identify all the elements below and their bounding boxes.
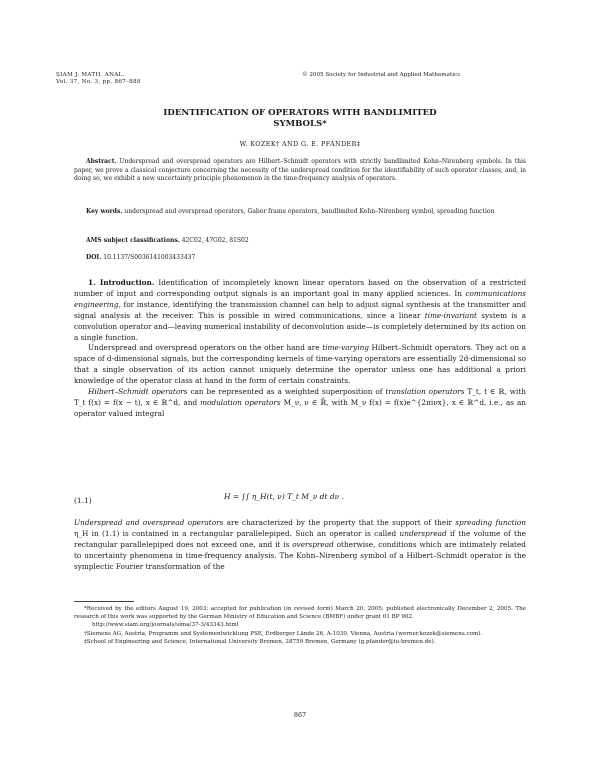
footnote-received: *Received by the editors August 19, 2003; accepted for publication (in revised form) March 20, 2005; published electronically December 2, 2005. The research of this work was supported by the German Ministry of Education and Science (BMBF) under grant 01 BP 902. <box>74 606 526 621</box>
abstract-label: Abstract. <box>86 158 117 165</box>
ams-text: 42C02, 47G02, 81S02 <box>181 237 249 244</box>
title-line-2: SYMBOLS* <box>273 119 327 129</box>
footnote-url[interactable]: http://www.siam.org/journals/sima/37-3/43343.html <box>92 622 239 629</box>
keywords-text: underspread and overspread operators, Gabor frame operators, bandlimited Kohn–Nirenberg symbol, spreading function <box>124 208 495 215</box>
footnote-kozek: †Siemens AG, Austria, Programm und Systementwicklung PSE, Erdberger Lände 26, A-1030, Vienna, Austria (werner.kozek@siemens.com). <box>84 630 483 637</box>
footnote-rule <box>74 601 134 602</box>
footnote-pfander: ‡School of Engineering and Science, International University Bremen, 28759 Bremen, Germany (g.pfander@iu-bremen.de). <box>84 638 436 645</box>
introduction-section <box>74 278 526 420</box>
keywords <box>74 208 526 217</box>
journal-info <box>56 72 141 86</box>
equation-number: (1.1) <box>74 496 92 505</box>
intro-paragraph-1: 1. Introduction. Identification of incompletely known linear operators based on the observation of a restricted number of input and corresponding output signals is an important goal in many applied sciences. In communications engineering, for instance, identifying the transmission channel can help to adjust signal synthesis at the transmitter and signal analysis at the receiver. This is possible in wired communications, since a linear time-invariant system is a convolution operator and—leaving numerical instability of deconvolution aside—is completely determined by its action on a single function. <box>74 278 527 342</box>
ams-classification <box>74 237 526 246</box>
doi <box>74 254 526 263</box>
abstract-text: Underspread and overspread operators are Hilbert–Schmidt operators with strictly bandlimited Kohn–Nirenberg symbols. In this paper, we prove a classical conjecture concerning the necessity of the underspread condition for the identifiability of such operator classes, and, in doing so, we exhibit a new uncertainty principle phenomenon in the time-frequency analysis of operators. <box>74 158 526 182</box>
section-heading: 1. Introduction. <box>88 278 155 287</box>
abstract <box>74 158 526 184</box>
doi-label: DOI. <box>86 254 102 261</box>
equation-formula: H = ∫∫ η_H(t, ν) T_t M_ν dt dν . <box>224 492 345 501</box>
footnotes <box>74 605 526 646</box>
keywords-label: Key words. <box>86 208 123 215</box>
journal-volume: Vol. 37, No. 3, pp. 867–888 <box>56 79 141 85</box>
journal-name: SIAM J. MATH. ANAL. <box>56 72 125 78</box>
intro-paragraph-3: Hilbert–Schmidt operators can be represented as a weighted superposition of translation operators T_t, t ∈ ℝ, with T_t f(x) = f(x − t), x ∈ ℝ^d, and modulation operators M_ν, ν ∈ ℝ̂, with M_ν f(x) = f(x)e^{2πiνx}, x ∈ ℝ^d, i.e., as an operator valued integral <box>74 387 527 418</box>
page-number: 867 <box>293 711 307 719</box>
paper-title <box>100 108 500 130</box>
intro-paragraph-4-block <box>74 518 526 573</box>
title-line-1: IDENTIFICATION OF OPERATORS WITH BANDLIMITED <box>163 108 437 118</box>
intro-paragraph-2: Underspread and overspread operators on the other hand are time-varying Hilbert–Schmidt operators. They act on a space of d-dimensional signals, but the corresponding kernels of time-varying operators are essentially 2d-dimensional so that a single observation of its action cannot uniquely determine the operator unless one has additional a priori knowledge of the operator class at hand in the form of certain constraints. <box>74 343 527 386</box>
equation-1-1 <box>74 492 526 510</box>
intro-paragraph-4: Underspread and overspread operators are characterized by the property that the support of their spreading function η_H in (1.1) is contained in a rectangular parallelepiped. Such an operator is called underspread if the volume of the rectangular parallelepiped does not exceed one, and it is overspread otherwise, conditions which are intimately related to uncertainty phenomena in time-frequency analysis. The Kohn–Nirenberg symbol of a Hilbert–Schmidt operator is the symplectic Fourier transformation of the <box>74 518 527 571</box>
doi-text: 10.1137/S0036141003433437 <box>103 254 196 261</box>
copyright-notice: © 2005 Society for Industrial and Applied Mathematics <box>301 72 460 78</box>
authors: W. KOZEK† AND G. E. PFANDER‡ <box>239 140 361 148</box>
ams-label: AMS subject classifications. <box>86 237 180 244</box>
